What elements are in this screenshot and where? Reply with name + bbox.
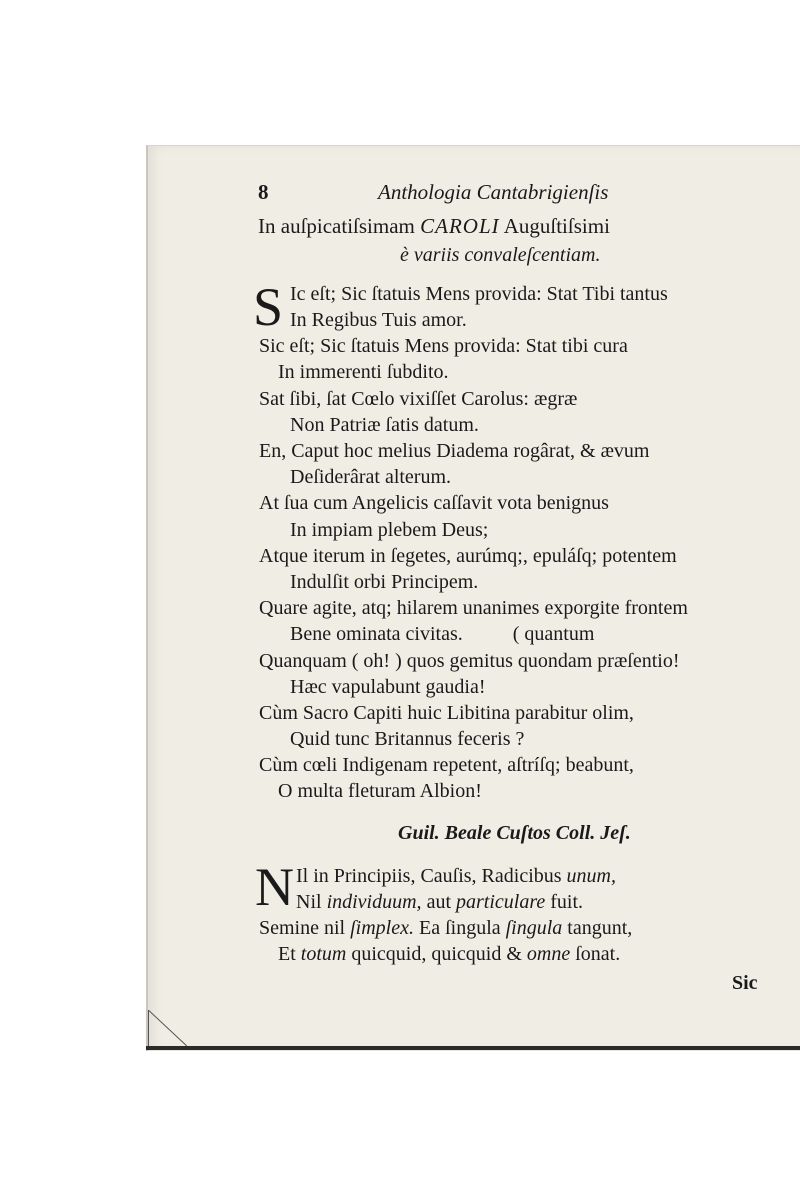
verse-line: Deſiderârat alterum.: [290, 466, 452, 488]
verse-line: Cùm Sacro Capiti huic Libitina parabitur olim,: [259, 702, 634, 724]
poem-title: [258, 214, 610, 239]
poem-title-name: CAROLI: [420, 214, 500, 238]
text-run-italic: individuum,: [326, 891, 422, 913]
verse-line: Bene ominata civitas. ( quantum: [290, 623, 595, 645]
signature: Guil. Beale Cuſtos Coll. Jeſ.: [398, 822, 631, 844]
running-title: Anthologia Cantabrigienſis: [378, 180, 609, 204]
verse-line: [278, 944, 620, 964]
text-run-italic: unum,: [566, 865, 616, 887]
text-run: Il in Principiis, Cauſis, Radicibus: [296, 865, 567, 887]
text-run: tangunt,: [562, 917, 633, 939]
text-run: Et: [278, 943, 301, 965]
verse-line: Sic eſt; Sic ſtatuis Mens provida: Stat tibi cura: [259, 335, 628, 357]
verse-line: Quanquam ( oh! ) quos gemitus quondam præſentio!: [259, 650, 680, 672]
text-run-italic: ſimplex.: [350, 917, 414, 939]
text-run-italic: ſingula: [505, 917, 563, 939]
text-run: quicquid, quicquid &: [346, 943, 527, 965]
page-header: [258, 180, 738, 210]
verse-line: [296, 866, 616, 886]
verse-line: En, Caput hoc melius Diadema rogârat, & ævum: [259, 440, 650, 462]
verse-line: Atque iterum in ſegetes, aurúmq;, epuláſq; potentem: [259, 545, 677, 567]
text-run: aut: [421, 891, 456, 913]
text-run-italic: particulare: [456, 891, 546, 913]
poem-title-prefix: In auſpicatiſsimam: [258, 214, 415, 238]
text-run-italic: omne: [526, 943, 571, 965]
verse-line: Non Patriæ ſatis datum.: [290, 414, 479, 436]
verse-line: At ſua cum Angelicis caſſavit vota benignus: [259, 492, 609, 514]
text-run: ſonat.: [570, 943, 621, 965]
verse-line: [259, 918, 632, 938]
verse-line: Hæc vapulabunt gaudia!: [290, 676, 486, 698]
page-number: 8: [258, 180, 269, 204]
verse-line: In impiam plebem Deus;: [290, 519, 489, 541]
poem-subtitle: è variis convaleſcentiam.: [400, 244, 601, 266]
verse-line: Sat ſibi, ſat Cœlo vixiſſet Carolus: ægræ: [259, 388, 578, 410]
verse-line: Ic eſt; Sic ſtatuis Mens provida: Stat Tibi tantus: [290, 283, 668, 305]
text-run: Ea ſingula: [413, 917, 506, 939]
verse-line: Indulſit orbi Principem.: [290, 571, 479, 593]
verse-line: In immerenti ſubdito.: [278, 361, 449, 383]
text-run: Nil: [296, 891, 327, 913]
verse-line: O multa fleturam Albion!: [278, 780, 482, 802]
verse-line: Quid tunc Britannus feceris ?: [290, 728, 525, 750]
page-corner-mark: [148, 1010, 189, 1046]
verse-line: [296, 892, 583, 912]
verse-line: In Regibus Tuis amor.: [290, 309, 467, 331]
verse-line: Quare agite, atq; hilarem unanimes exporgite frontem: [259, 597, 688, 619]
poem-title-suffix: Auguſtiſsimi: [503, 214, 610, 238]
text-run: Semine nil: [259, 917, 351, 939]
drop-cap: S: [253, 277, 284, 337]
catchword: Sic: [732, 972, 758, 994]
text-run: fuit.: [545, 891, 584, 913]
drop-cap: N: [255, 857, 294, 917]
verse-line: Cùm cœli Indigenam repetent, aſtríſq; beabunt,: [259, 754, 634, 776]
text-run-italic: totum: [300, 943, 347, 965]
page-edge: [146, 1046, 800, 1050]
